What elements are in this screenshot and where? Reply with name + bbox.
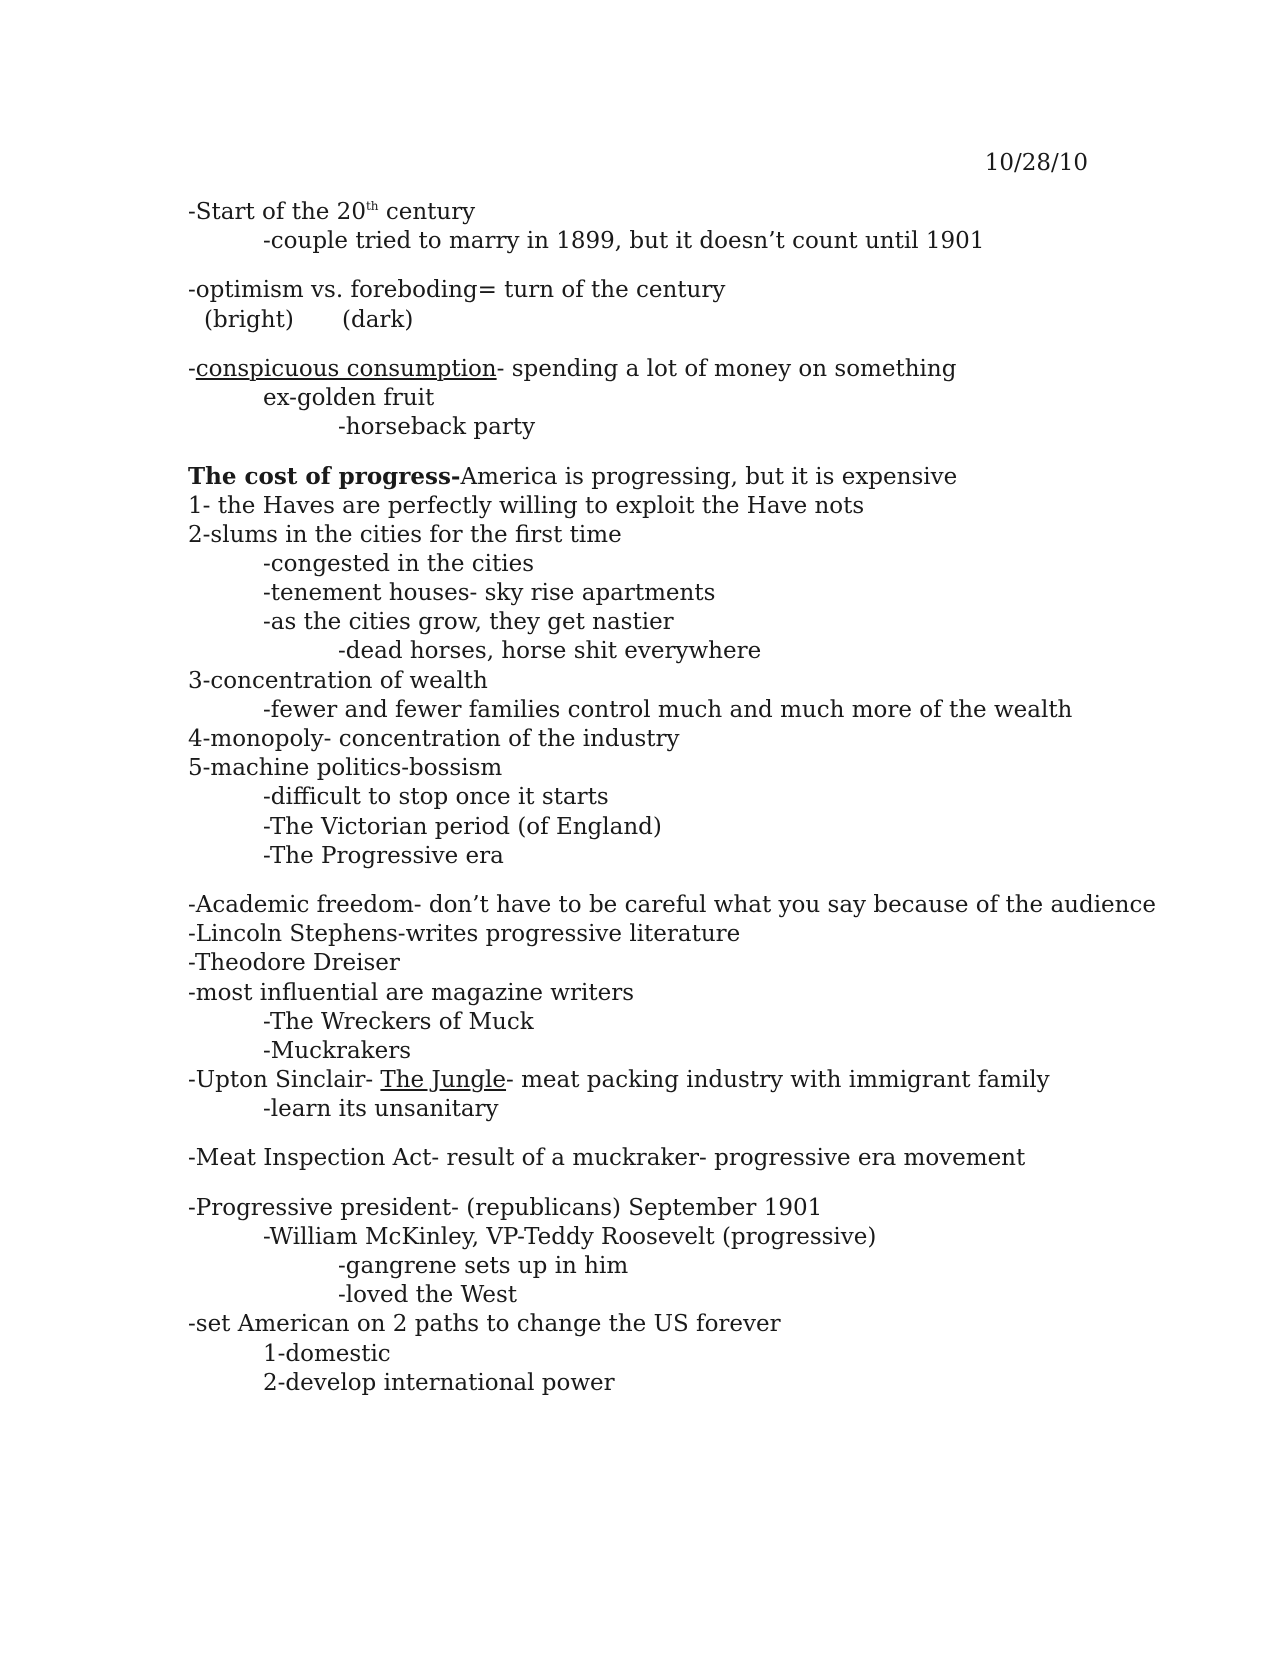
note-line: -Muckrakers [263,1037,412,1064]
note-line: -fewer and fewer families control much and much more of the wealth [263,696,1073,723]
note-line: -The Wreckers of Muck [263,1008,534,1035]
note-line: 1-domestic [263,1340,391,1367]
note-line: 5-machine politics-bossism [188,755,503,782]
note-line: 2-develop international power [263,1369,615,1396]
ordinal-superscript: th [365,199,379,213]
bright-label: (bright) [204,306,294,333]
note-line: 2-slums in the cities for the first time [188,521,622,548]
note-line: -difficult to stop once it starts [263,784,609,811]
note-line [188,306,1188,335]
note-line: -The Victorian period (of England) [263,813,662,840]
note-line: -dead horses, horse shit everywhere [338,638,762,665]
notes-body [188,198,1188,1398]
section-heading-line: The cost of progress-America is progressing, but it is expensive [188,463,958,491]
note-line: 3-concentration of wealth [188,667,488,694]
note-line: -conspicuous consumption- spending a lot of money on something [188,355,957,382]
note-line: -tenement houses- sky rise apartments [263,580,716,607]
note-line: -Start of the 20th century [188,199,476,225]
note-line: ex-golden fruit [263,384,435,411]
note-line: -gangrene sets up in him [338,1253,629,1279]
note-line: -The Progressive era [263,842,504,869]
note-line: -as the cities grow, they get nastier [263,609,674,636]
note-line: -learn its unsanitary [263,1096,499,1123]
note-line: -optimism vs. foreboding= turn of the century [188,277,726,304]
dark-label: (dark) [342,306,414,333]
bold-heading: The cost of progress- [188,463,461,491]
note-line: -couple tried to marry in 1899, but it doesn’t count until 1901 [263,228,985,255]
note-line: -Meat Inspection Act- result of a muckraker- progressive era movement [188,1145,1026,1172]
note-line: -Theodore Dreiser [188,950,400,977]
note-line: 4-monopoly- concentration of the industry [188,726,680,752]
note-line: -Academic freedom- don’t have to be careful what you say because of the audience [188,891,1156,918]
note-line: -Lincoln Stephens-writes progressive literature [188,921,741,948]
note-line: -set American on 2 paths to change the US forever [188,1311,781,1338]
note-line: -congested in the cities [263,550,535,577]
note-line: -horseback party [338,414,536,441]
note-line: -William McKinley, VP-Teddy Roosevelt (progressive) [263,1223,877,1250]
note-date: 10/28/10 [984,150,1088,176]
book-title: The Jungle [380,1067,507,1094]
note-line: -most influential are magazine writers [188,979,634,1006]
underlined-term: conspicuous consumption [195,355,497,382]
note-line: -Progressive president- (republicans) September 1901 [188,1194,823,1221]
note-line: -loved the West [338,1282,518,1309]
note-line: 1- the Haves are perfectly willing to exploit the Have nots [188,492,865,519]
note-line: -Upton Sinclair- The Jungle- meat packing industry with immigrant family [188,1067,1050,1094]
